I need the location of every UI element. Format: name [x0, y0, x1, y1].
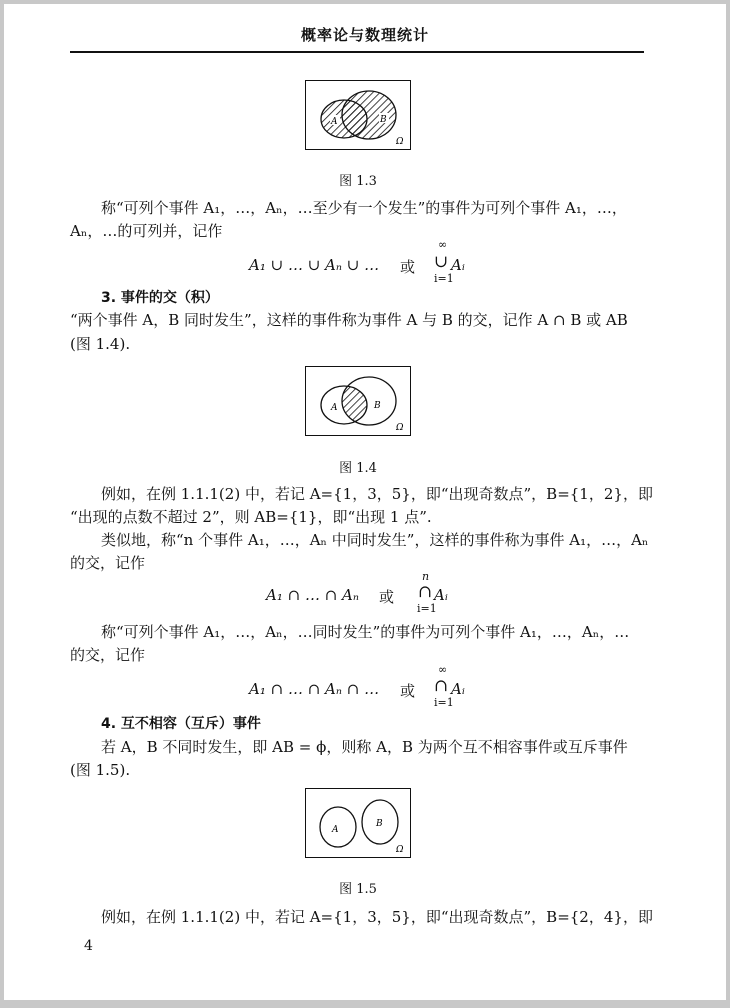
figure-1-3-venn-diagram: [305, 80, 411, 150]
section-3-heading: 3. 事件的交（积）: [101, 290, 219, 306]
formula-op-bottom: i=1: [434, 272, 454, 285]
paragraph-line: (图 1.4).: [70, 335, 131, 353]
formula-left: A₁ ∪ … ∪ Aₙ ∪ …: [249, 256, 380, 274]
formula-op-term: Aᵢ: [451, 256, 465, 274]
label-a: A: [331, 117, 338, 127]
header-rule: [70, 51, 644, 53]
formula-or: 或: [400, 682, 416, 700]
formula-or: 或: [379, 588, 395, 606]
formula-op-bottom: i=1: [434, 696, 454, 709]
formula-left: A₁ ∩ … ∩ Aₙ ∩ …: [249, 680, 380, 698]
label-a: A: [332, 825, 339, 835]
venn-intersection-svg: [306, 367, 409, 434]
paragraph-line: 称“可列个事件 A₁，…，Aₙ，…至少有一个发生”的事件为可列个事件 A₁，…，: [101, 199, 627, 217]
label-b: B: [376, 819, 383, 829]
paragraph-line: Aₙ，…的可列并，记作: [70, 222, 223, 240]
figure-1-4-venn-diagram: [305, 366, 411, 436]
paragraph-line: (图 1.5).: [70, 761, 131, 779]
venn-disjoint-svg: [306, 789, 409, 856]
figure-1-5-caption: 图 1.5: [339, 882, 377, 897]
paragraph-line: “出现的点数不超过 2”，则 AB={1}，即“出现 1 点”.: [70, 508, 432, 526]
paragraph-line: “两个事件 A，B 同时发生”，这样的事件称为事件 A 与 B 的交，记作 A ∩ B 或 AB: [70, 311, 628, 329]
label-omega: Ω: [396, 845, 404, 855]
paragraph-line: 类似地，称“n 个事件 A₁，…，Aₙ 中同时发生”，这样的事件称为事件 A₁，…，Aₙ: [101, 531, 649, 549]
formula-op-term: Aᵢ: [434, 586, 448, 604]
paragraph-line: 的交，记作: [70, 646, 146, 664]
venn-union-svg: [306, 81, 409, 148]
formula-op: ∩: [418, 582, 433, 602]
figure-1-3-caption: 图 1.3: [339, 174, 377, 189]
label-omega: Ω: [396, 423, 404, 433]
paragraph-line: 例如，在例 1.1.1(2) 中，若记 A={1，3，5}，即“出现奇数点”，B={2，4}，即: [101, 908, 653, 926]
label-b: B: [380, 115, 387, 125]
paragraph-line: 称“可列个事件 A₁，…，Aₙ，…同时发生”的事件为可列个事件 A₁，…，Aₙ，…: [101, 623, 630, 641]
formula-op-top: ∞: [438, 663, 448, 676]
paragraph-line: 例如，在例 1.1.1(2) 中，若记 A={1，3，5}，即“出现奇数点”，B={1，2}，即: [101, 485, 653, 503]
formula-op-top: n: [422, 570, 430, 583]
figure-1-5-venn-diagram: [305, 788, 411, 858]
paragraph-line: 若 A，B 不同时发生，即 AB = ϕ，则称 A，B 为两个互不相容事件或互斥事件: [101, 738, 628, 756]
formula-op-term: Aᵢ: [451, 680, 465, 698]
section-4-heading: 4. 互不相容（互斥）事件: [101, 716, 261, 732]
formula-op-top: ∞: [438, 238, 448, 251]
formula-op: ∪: [434, 252, 449, 272]
book-page: [4, 4, 726, 1000]
label-omega: Ω: [396, 137, 404, 147]
formula-left: A₁ ∩ … ∩ Aₙ: [266, 586, 359, 604]
paragraph-line: 的交，记作: [70, 554, 146, 572]
formula-or: 或: [400, 258, 416, 276]
figure-1-4-caption: 图 1.4: [339, 461, 377, 476]
running-header-title: 概率论与数理统计: [300, 26, 429, 44]
page-number: 4: [84, 938, 93, 954]
label-a: A: [331, 403, 338, 413]
formula-op: ∩: [434, 676, 449, 696]
formula-op-bottom: i=1: [417, 602, 437, 615]
label-b: B: [374, 401, 381, 411]
